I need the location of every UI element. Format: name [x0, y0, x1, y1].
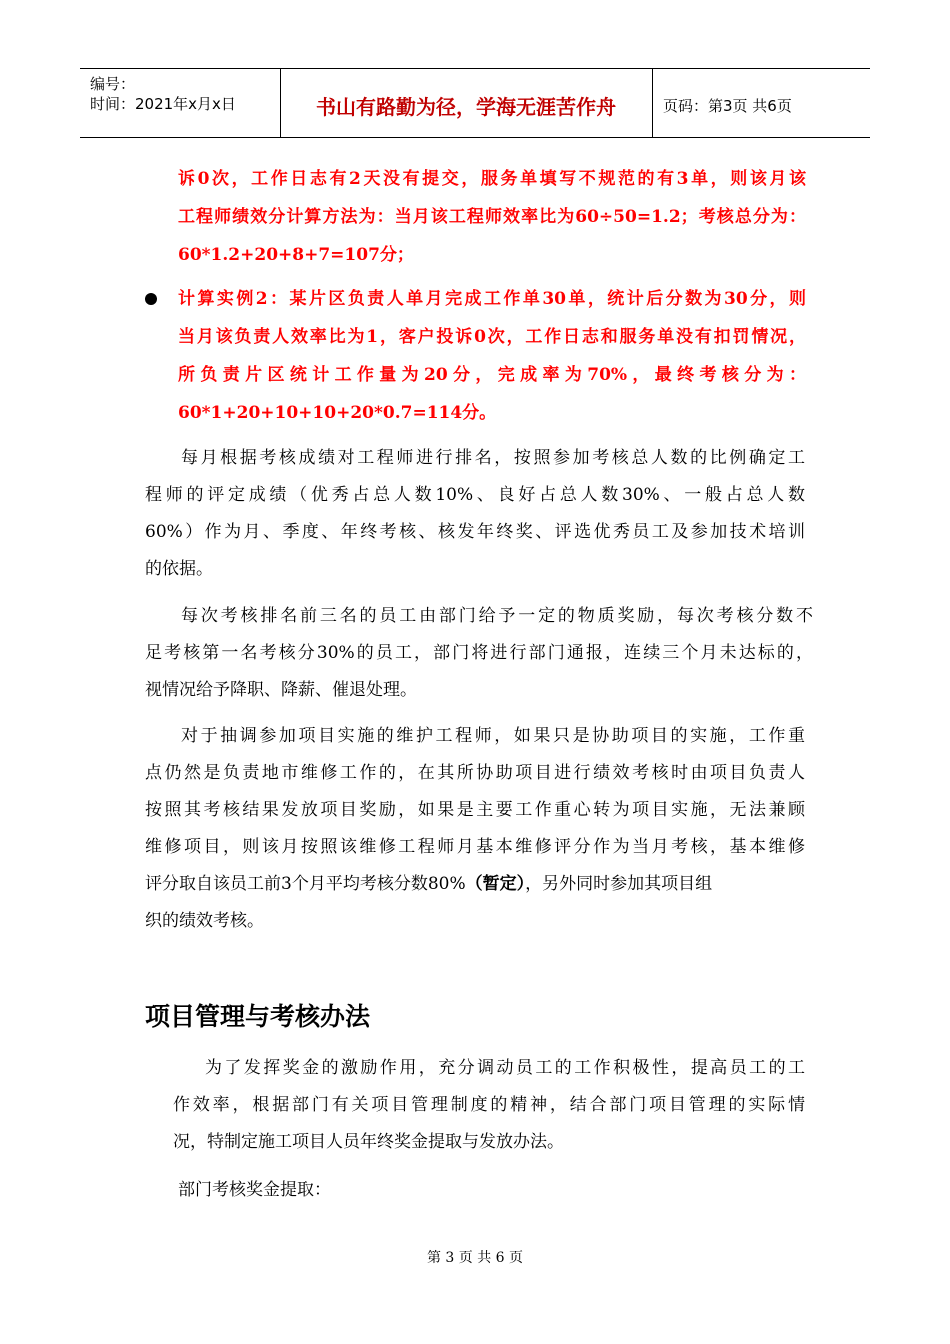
header-motto-cell	[280, 69, 653, 137]
time-label: 时间：2021年x月x日	[90, 95, 236, 113]
section-paragraph	[173, 1050, 805, 1161]
page-number-label: 页码：第3页 共6页	[663, 97, 792, 115]
text-line: 计算实例2：某片区负责人单月完成工作单30单，统计后分数为30分，则	[178, 289, 806, 309]
text-line: 60*1.2+20+8+7=107分；	[178, 245, 414, 265]
bold-note: （暂定）	[465, 874, 526, 894]
text-line: 60%）作为月、季度、年终考核、核发年终奖、评选优秀员工及参加技术培训	[145, 522, 805, 542]
text-line: 作效率，根据部门有关项目管理制度的精神，结合部门项目管理的实际情	[173, 1095, 805, 1115]
motto: 书山有路勤为径，学海无涯苦作舟	[316, 95, 616, 119]
text-line: 足考核第一名考核分30%的员工，部门将进行部门通报，连续三个月未达标的，	[145, 643, 813, 663]
page-header	[80, 68, 870, 138]
page-footer: 第 3 页 共 6 页	[426, 1250, 524, 1266]
text-segment: 评分取自该员工前3个月平均考核分数80%	[145, 874, 466, 894]
text-line: 工程师绩效分计算方法为：当月该工程师效率比为60÷50=1.2；考核总分为：	[178, 207, 806, 227]
text-line: 织的绩效考核。	[145, 911, 264, 931]
section-subhead: 部门考核奖金提取：	[178, 1180, 331, 1200]
text-line: 每月根据考核成绩对工程师进行排名，按照参加考核总人数的比例确定工	[181, 448, 805, 468]
text-line: 程师的评定成绩（优秀占总人数10%、良好占总人数30%、一般占总人数	[145, 485, 805, 505]
paragraph-ranking	[145, 440, 805, 588]
text-line: 所负责片区统计工作量为20分，完成率为70%，最终考核分为：	[178, 365, 806, 385]
section-heading: 项目管理与考核办法	[145, 1002, 371, 1031]
paragraph-project-engineers	[145, 718, 805, 940]
header-page-cell	[653, 69, 870, 137]
text-line: 当月该负责人效率比为1，客户投诉0次，工作日志和服务单没有扣罚情况，	[178, 327, 806, 347]
text-line: 的依据。	[145, 559, 213, 579]
text-line: 60*1+20+10+10+20*0.7=114分。	[178, 403, 497, 423]
text-line: 视情况给予降职、降薪、催退处理。	[145, 680, 417, 700]
text-segment: ，另外同时参加其项目组	[525, 874, 713, 894]
text-line: 每次考核排名前三名的员工由部门给予一定的物质奖励，每次考核分数不	[181, 606, 813, 626]
text-line: 点仍然是负责地市维修工作的，在其所协助项目进行绩效考核时由项目负责人	[145, 763, 805, 783]
text-line: 维修项目，则该月按照该维修工程师月基本维修评分作为当月考核，基本维修	[145, 837, 805, 857]
text-line: 为了发挥奖金的激励作用，充分调动员工的工作积极性，提高员工的工	[205, 1058, 805, 1078]
bullet-icon	[145, 293, 157, 305]
paragraph-rewards	[145, 598, 813, 709]
text-line: 诉0次，工作日志有2天没有提交，服务单填写不规范的有3单，则该月该	[178, 169, 806, 189]
text-line	[145, 866, 805, 903]
number-label: 编号：	[90, 75, 136, 93]
text-line: 按照其考核结果发放项目奖励，如果是主要工作重心转为项目实施，无法兼顾	[145, 800, 805, 820]
header-meta-cell	[80, 69, 281, 137]
example1-text	[178, 160, 806, 274]
text-line: 况，特制定施工项目人员年终奖金提取与发放办法。	[173, 1132, 564, 1152]
example2-text	[178, 280, 806, 432]
text-line: 对于抽调参加项目实施的维护工程师，如果只是协助项目的实施，工作重	[181, 726, 805, 746]
